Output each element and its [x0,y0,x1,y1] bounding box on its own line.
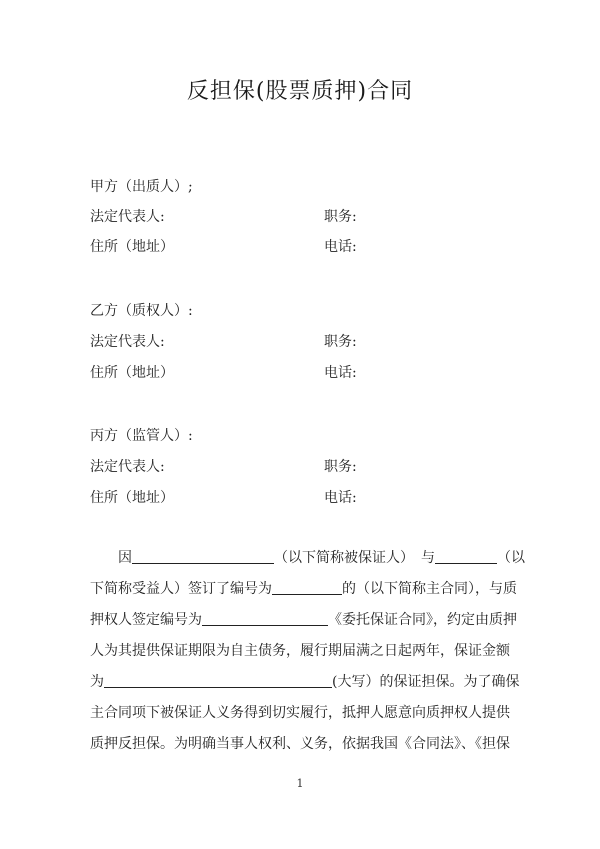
body-line-1: 因 （以下简称被保证人） 与 （以 [90,543,520,574]
party-b-heading: 乙方（质权人）: [90,303,193,319]
party-b-address-label: 住所（地址） [90,365,174,381]
guaranteed-party-blank[interactable] [132,547,274,564]
party-a-address-label: 住所（地址） [90,239,174,255]
page-number: 1 [296,777,304,790]
party-c-address-label: 住所（地址） [90,490,174,506]
party-a-heading: 甲方（出质人）; [90,179,193,195]
guarantee-amount-blank[interactable] [104,671,332,688]
body-line-4: 人为其提供保证期限为自主债务，履行期届满之日起两年，保证金额 [90,643,510,659]
party-a-position-label: 职务: [324,209,357,225]
main-contract-number-blank[interactable] [272,578,342,595]
body-line-2: 下简称受益人）签订了编号为 的（以下简称主合同），与质 [90,574,520,605]
body-line-6: 主合同项下被保证人义务得到切实履行，抵押人愿意向质押权人提供 [90,705,510,721]
party-c-phone-label: 电话: [324,490,357,506]
body-line-3: 押权人签定编号为 《委托保证合同》，约定由质押 [90,605,520,636]
entrust-contract-number-blank[interactable] [202,609,328,626]
body-line-7: 质押反担保。为明确当事人权利、义务，依据我国《合同法》、《担保 [90,736,510,752]
contract-body-paragraph [90,543,525,760]
page-title: 反担保(股票质押)合同 [186,79,414,104]
party-c-heading: 丙方（监管人）: [90,428,193,444]
party-c-position-label: 职务: [324,459,357,475]
party-b-rep-label: 法定代表人: [90,334,165,350]
beneficiary-blank[interactable] [435,547,497,564]
body-line-5: 为 (大写）的保证担保。为了确保 [90,667,520,698]
party-a-phone-label: 电话: [324,239,357,255]
party-b-phone-label: 电话: [324,365,357,381]
party-c-rep-label: 法定代表人: [90,459,165,475]
party-a-rep-label: 法定代表人: [90,209,165,225]
party-b-position-label: 职务: [324,334,357,350]
